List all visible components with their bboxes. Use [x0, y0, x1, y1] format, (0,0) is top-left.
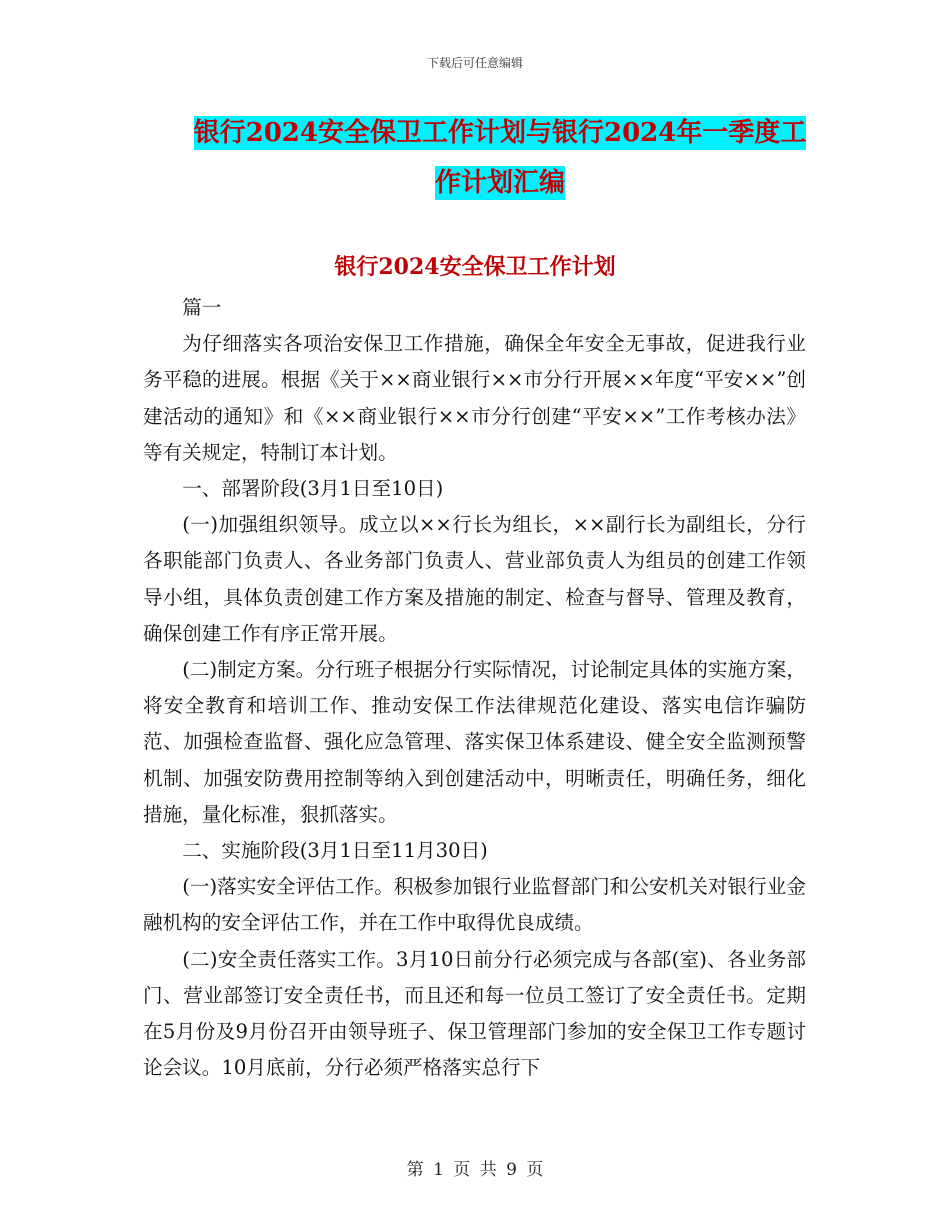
paragraph: (二)制定方案。分行班子根据分行实际情况，讨论制定具体的实施方案，将安全教育和培训工作、推动安保工作法律规范化建设、落实电信诈骗防范、加强检查监督、强化应急管理、落实保卫体系建设、健全安全监测预警机制、加强安防费用控制等纳入到创建活动中，明晰责任，明确任务，细化措施，量化标准，狠抓落实。: [143, 658, 806, 826]
paragraph: (二)安全责任落实工作。3月10日前分行必须完成与各部(室)、各业务部门、营业部签订安全责任书，而且还和每一位员工签订了安全责任书。定期在5月份及9月份召开由领导班子、保卫管理部门参加的安全保卫工作专题讨论会议。10月底前，分行必须严格落实总行下: [143, 947, 806, 1080]
paragraph: (一)加强组织领导。成立以××行长为组长，××副行长为副组长，分行各职能部门负责人、各业务部门负责人、营业部负责人为组员的创建工作领导小组，具体负责创建工作方案及措施的制定、检查与督导、管理及教育，确保创建工作有序正常开展。: [143, 513, 806, 645]
page-header: 下载后可任意编辑: [426, 56, 523, 70]
paragraph: 为仔细落实各项治安保卫工作措施，确保全年安全无事故，促进我行业务平稳的进展。根据《关于××商业银行××市分行开展××年度“平安××”创建活动的通知》和《××商业银行××市分行创建“平安××”工作考核办法》等有关规定，特制订本计划。: [143, 332, 806, 464]
paragraph: 篇一: [182, 296, 222, 319]
page-footer: 第 1 页 共 9 页: [406, 1160, 544, 1180]
section-title: 银行2024安全保卫工作计划: [334, 254, 616, 280]
paragraph: (一)落实安全评估工作。积极参加银行业监督部门和公安机关对银行业金融机构的安全评估工作，并在工作中取得优良成绩。: [143, 875, 806, 935]
title-line-2: 作计划汇编: [434, 168, 565, 198]
paragraph: 一、部署阶段(3月1日至10日): [182, 477, 444, 501]
document-body: [143, 290, 806, 1086]
paragraph: 二、实施阶段(3月1日至11月30日): [182, 839, 488, 863]
title-line-1: 银行2024安全保卫工作计划与银行2024年一季度工: [193, 118, 807, 148]
document-title: [130, 108, 870, 208]
